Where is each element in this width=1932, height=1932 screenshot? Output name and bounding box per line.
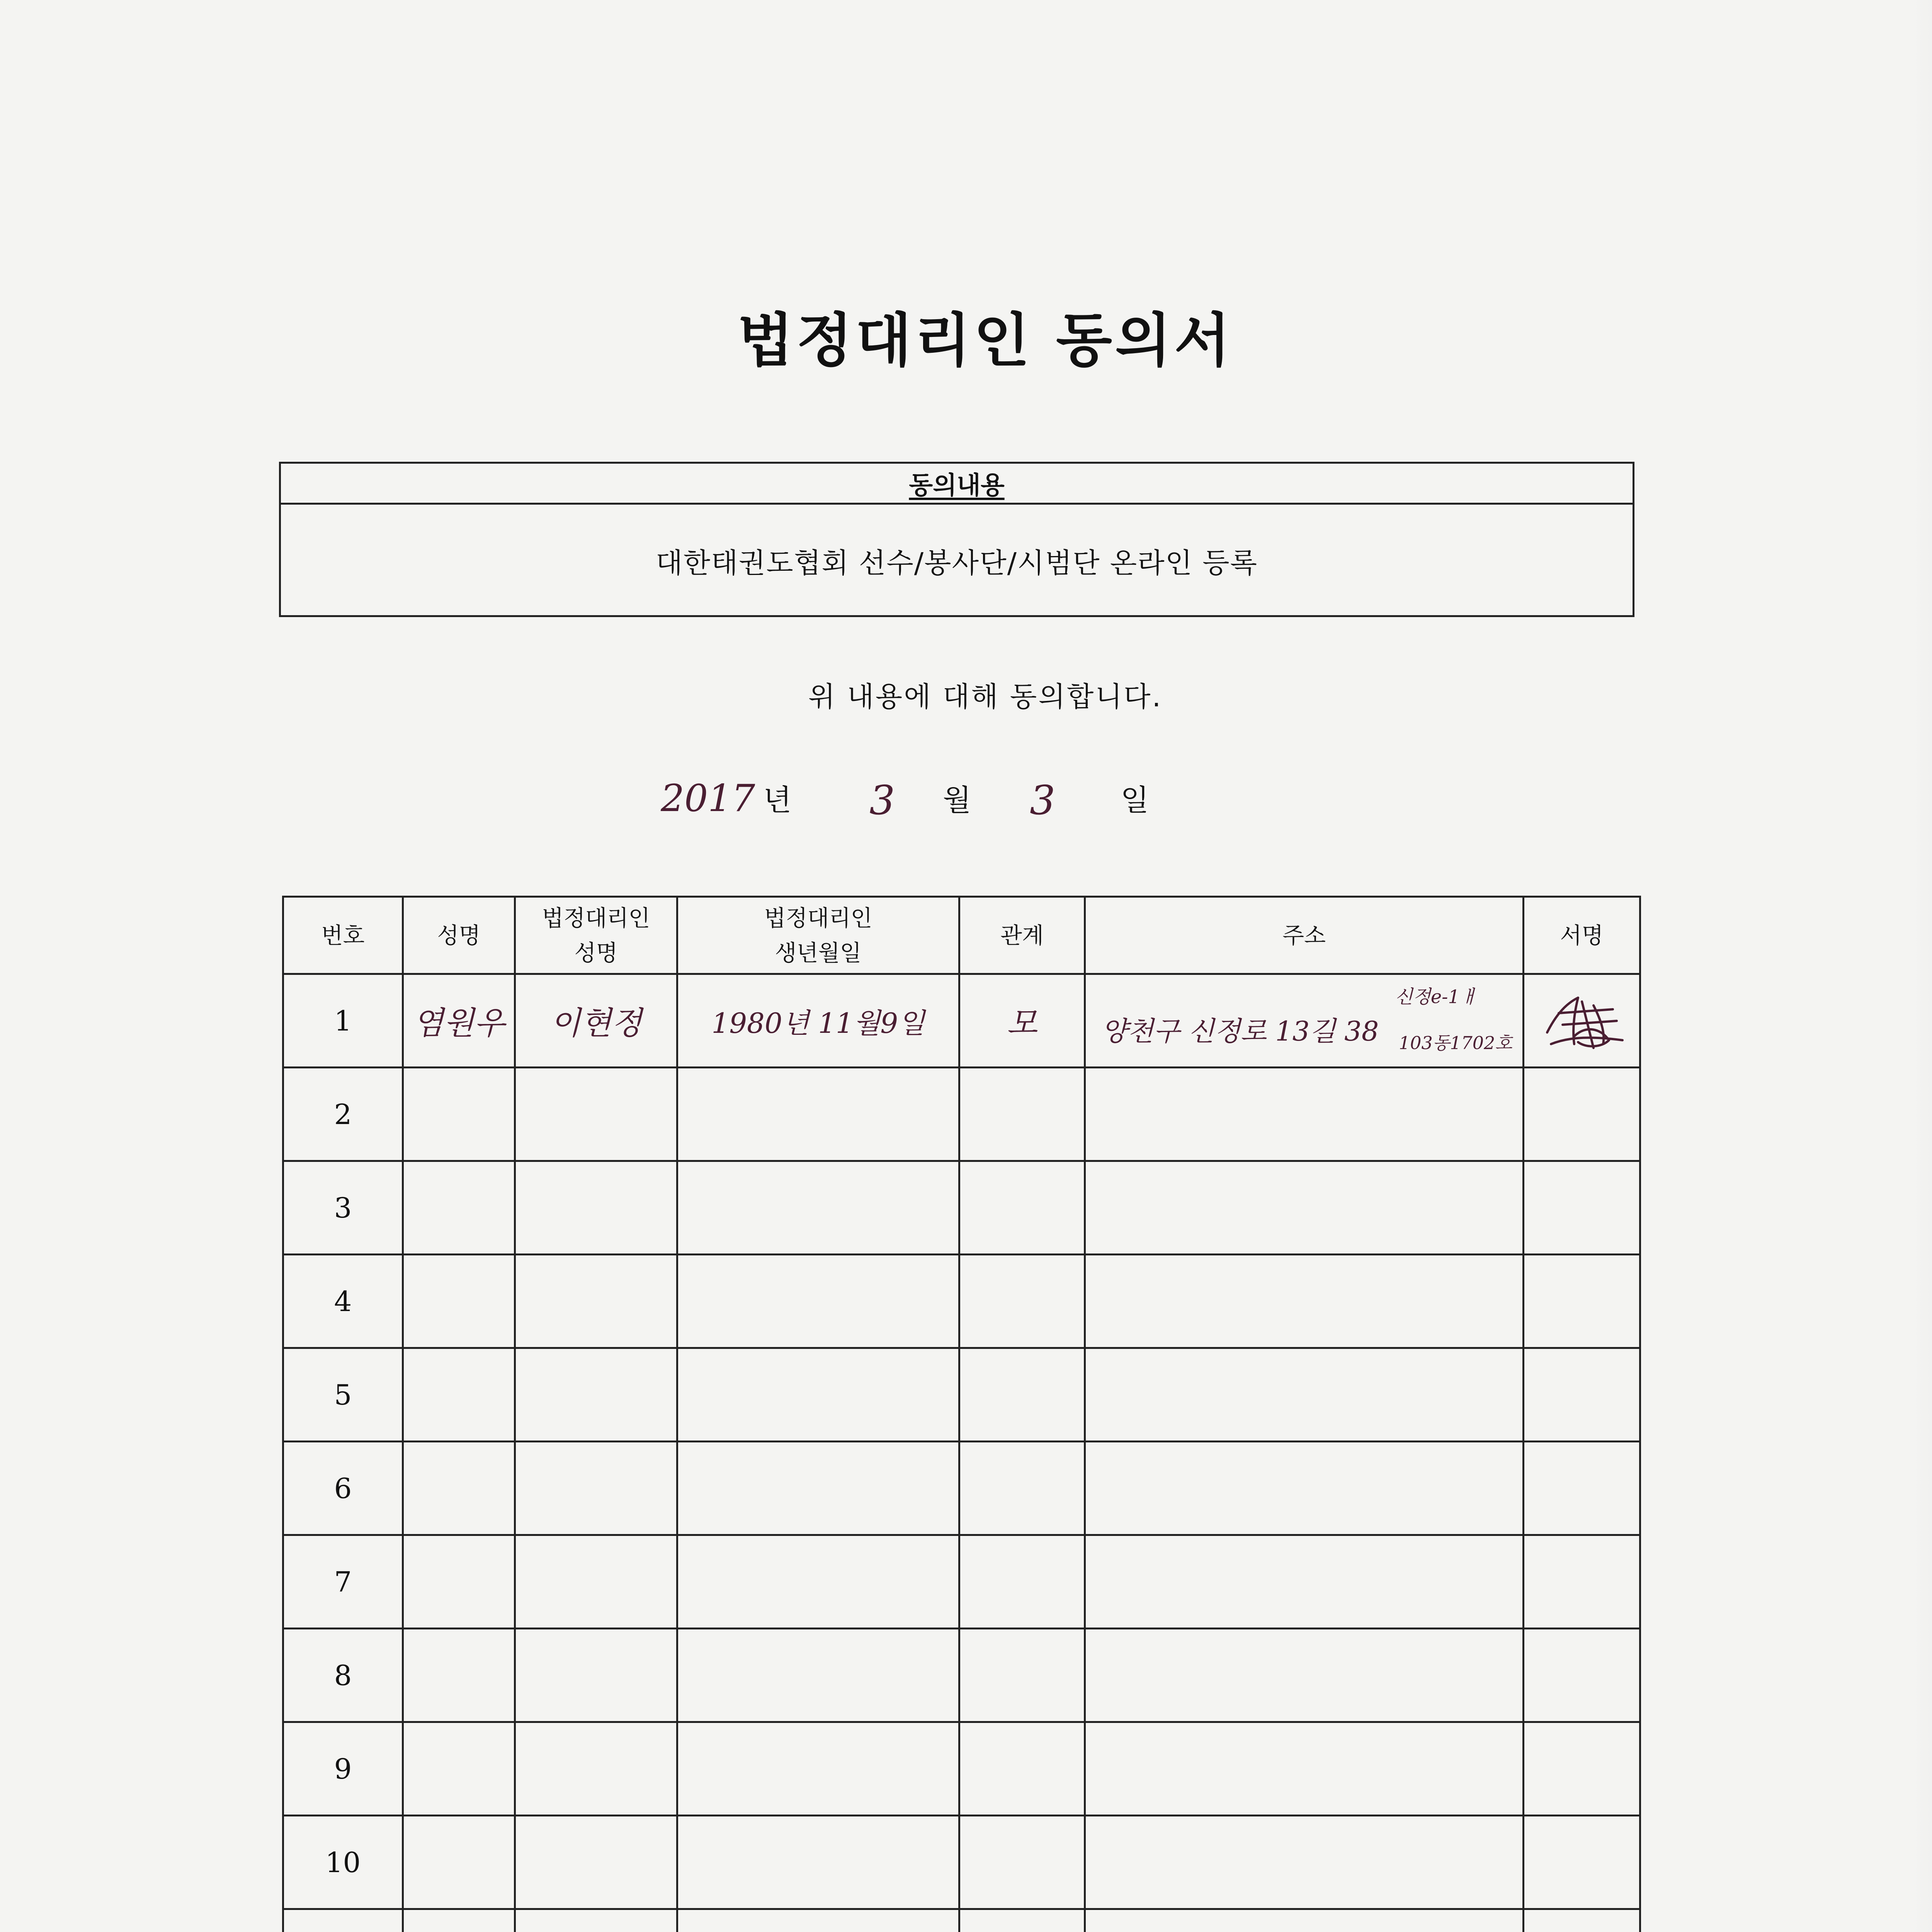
header-guardian-name	[515, 897, 677, 974]
cell-relation	[959, 1442, 1085, 1535]
cell-name	[403, 1722, 515, 1816]
scan-edge	[1913, 0, 1932, 1932]
cell-signature	[1524, 1909, 1640, 1932]
cell-address	[1085, 1629, 1524, 1722]
cell-guardian-name	[515, 1348, 677, 1442]
cell-guardian-name	[515, 1535, 677, 1629]
row-number: 3	[283, 1161, 403, 1255]
cell-guardian-birth	[677, 1629, 959, 1722]
address-main: 양천구 신정로 13길 38	[1101, 1015, 1379, 1047]
cell-guardian-name	[515, 1068, 677, 1161]
cell-guardian-birth	[677, 1816, 959, 1909]
row-number: 6	[283, 1442, 403, 1535]
cell-relation	[959, 1348, 1085, 1442]
cell-address	[1085, 1348, 1524, 1442]
cell-relation	[959, 1722, 1085, 1816]
cell-signature	[1524, 1442, 1640, 1535]
date-month-value: 3	[869, 777, 895, 824]
cell-address	[1085, 1255, 1524, 1348]
cell-guardian-birth	[677, 1909, 959, 1932]
header-guardian-name-line1: 법정대리인	[542, 905, 650, 931]
cell-relation	[959, 1535, 1085, 1629]
consent-body: 대한태권도협회 선수/봉사단/시범단 온라인 등록	[655, 547, 1258, 579]
table-row	[283, 1909, 1640, 1932]
cell-address	[1085, 1722, 1524, 1816]
row-number: 10	[283, 1816, 403, 1909]
table-row	[283, 974, 1640, 1068]
cell-relation	[959, 1255, 1085, 1348]
registration-table	[282, 896, 1641, 1932]
cell-name	[403, 1629, 515, 1722]
table-row	[283, 1535, 1640, 1629]
row-number: 5	[283, 1348, 403, 1442]
table-row	[283, 1348, 1640, 1442]
consent-content-box	[279, 462, 1634, 617]
cell-guardian-birth	[677, 1722, 959, 1816]
cell-guardian-name: 이현정	[515, 974, 677, 1068]
header-signature: 서명	[1524, 897, 1640, 974]
cell-address	[1085, 1816, 1524, 1909]
cell-guardian-birth	[677, 1442, 959, 1535]
cell-signature	[1524, 974, 1640, 1068]
address-apartment: 신정e-1ㅐ	[1395, 986, 1478, 1008]
agree-statement: 위 내용에 대해 동의합니다.	[808, 680, 1163, 713]
form-title: 법정대리인 동의서	[737, 306, 1233, 374]
date-year-value: 2017	[661, 777, 755, 820]
cell-name	[403, 1909, 515, 1932]
handwritten-signature-icon	[1536, 986, 1628, 1056]
cell-guardian-birth	[677, 1161, 959, 1255]
cell-name	[403, 1442, 515, 1535]
cell-name: 염원우	[403, 974, 515, 1068]
cell-signature	[1524, 1161, 1640, 1255]
header-guardian-birth	[677, 897, 959, 974]
header-no: 번호	[283, 897, 403, 974]
address-unit: 103동1702호	[1399, 1032, 1512, 1053]
header-guardian-birth-line2: 생년월일	[775, 939, 862, 966]
cell-name	[403, 1068, 515, 1161]
cell-address	[1085, 1535, 1524, 1629]
header-guardian-birth-line1: 법정대리인	[764, 905, 872, 931]
cell-signature	[1524, 1816, 1640, 1909]
table-header-row	[283, 897, 1640, 974]
header-address: 주소	[1085, 897, 1524, 974]
header-relation: 관계	[959, 897, 1085, 974]
cell-name	[403, 1535, 515, 1629]
cell-signature	[1524, 1629, 1640, 1722]
cell-address	[1085, 1442, 1524, 1535]
cell-signature	[1524, 1255, 1640, 1348]
cell-name	[403, 1161, 515, 1255]
cell-guardian-name	[515, 1255, 677, 1348]
date-day-label: 일	[1121, 783, 1149, 817]
cell-signature	[1524, 1068, 1640, 1161]
cell-guardian-name	[515, 1629, 677, 1722]
cell-relation: 모	[959, 974, 1085, 1068]
cell-guardian-birth	[677, 1255, 959, 1348]
row-number	[283, 1909, 403, 1932]
table-row	[283, 1068, 1640, 1161]
table-row	[283, 1255, 1640, 1348]
cell-relation	[959, 1629, 1085, 1722]
cell-address	[1085, 1068, 1524, 1161]
cell-guardian-name	[515, 1722, 677, 1816]
cell-relation	[959, 1816, 1085, 1909]
row-number: 7	[283, 1535, 403, 1629]
date-year-label: 년	[763, 783, 792, 817]
table-row	[283, 1161, 1640, 1255]
cell-guardian-name	[515, 1442, 677, 1535]
cell-address	[1085, 1161, 1524, 1255]
date-day-value: 3	[1030, 777, 1056, 824]
row-number: 2	[283, 1068, 403, 1161]
cell-guardian-birth	[677, 1535, 959, 1629]
date-month-label: 월	[943, 783, 971, 817]
cell-signature	[1524, 1348, 1640, 1442]
consent-header-label: 동의내용	[909, 471, 1005, 500]
cell-guardian-birth	[677, 1068, 959, 1161]
cell-guardian-birth: 1980년 11월9일	[677, 974, 959, 1068]
cell-guardian-name	[515, 1161, 677, 1255]
header-guardian-name-line2: 성명	[574, 939, 618, 966]
consent-header	[281, 464, 1633, 505]
cell-guardian-birth	[677, 1348, 959, 1442]
table-row	[283, 1722, 1640, 1816]
cell-relation	[959, 1161, 1085, 1255]
cell-name	[403, 1816, 515, 1909]
cell-signature	[1524, 1722, 1640, 1816]
table-row	[283, 1629, 1640, 1722]
row-number: 9	[283, 1722, 403, 1816]
table-row	[283, 1816, 1640, 1909]
date-line	[0, 769, 1932, 831]
table-row	[283, 1442, 1640, 1535]
row-number: 4	[283, 1255, 403, 1348]
cell-name	[403, 1348, 515, 1442]
row-number: 8	[283, 1629, 403, 1722]
cell-address	[1085, 974, 1524, 1068]
cell-guardian-name	[515, 1816, 677, 1909]
cell-relation	[959, 1909, 1085, 1932]
cell-relation	[959, 1068, 1085, 1161]
cell-signature	[1524, 1535, 1640, 1629]
row-number: 1	[283, 974, 403, 1068]
cell-name	[403, 1255, 515, 1348]
header-name: 성명	[403, 897, 515, 974]
cell-address	[1085, 1909, 1524, 1932]
cell-guardian-name	[515, 1909, 677, 1932]
